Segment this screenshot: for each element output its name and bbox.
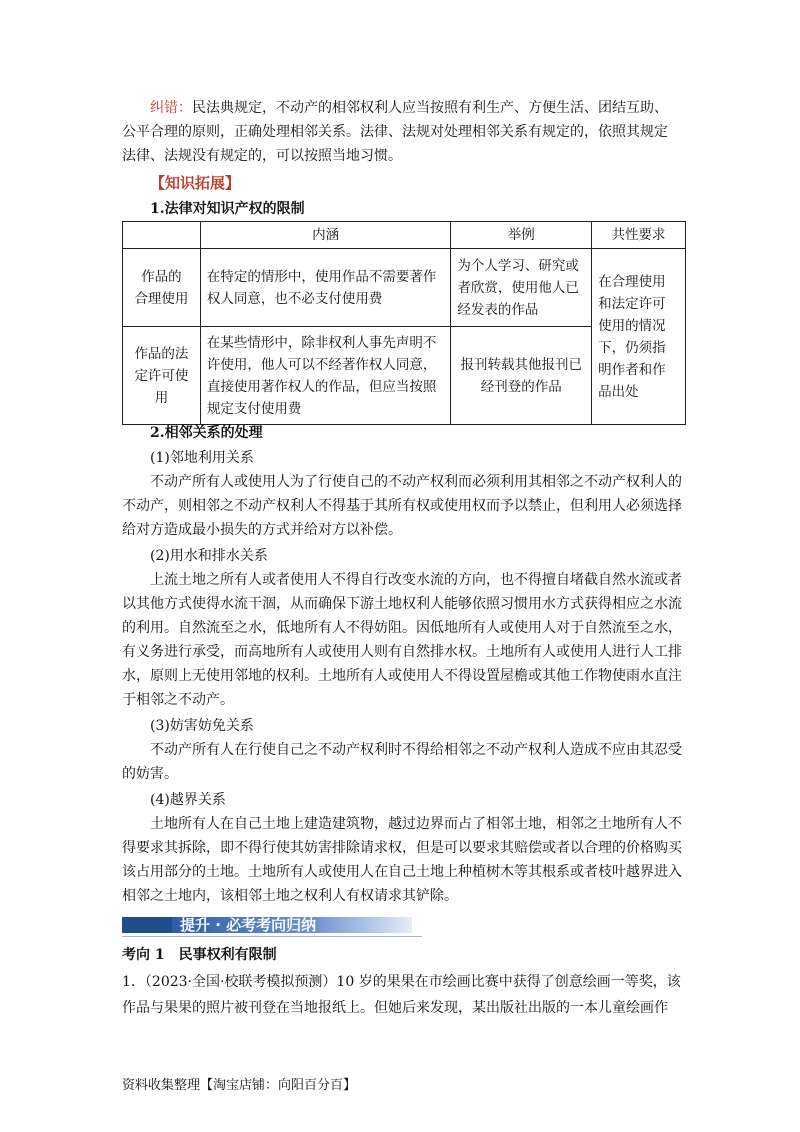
question-line-2: 作品与果果的照片被刊登在当地报纸上。但她后来发现，某出版社出版的一本儿童绘画作 <box>122 1000 668 1016</box>
row-name-line-2: 定许可使用 <box>134 367 189 406</box>
table-header-meaning: 内涵 <box>200 222 450 249</box>
subsection-4-text: 土地所有人在自己土地上建造建筑物，越过边界而占了相邻土地，相邻之土地所有人不得要求其拆除，即不得行使其妨害排除请求权，但是可以要求其赔偿或者以合理的价格购买该占用部分的土地。土地所有人或使用人在自己土地上种植树木等其根系或者枝叶越界进入相邻之土地内，该相邻土地之权利人有权请求其铲除。 <box>122 816 682 904</box>
ip-limits-table <box>122 221 686 425</box>
row-name-line-2: 合理使用 <box>134 290 189 307</box>
subsection-1-text: 不动产所有人或使用人为了行使自己的不动产权利而必须利用其相邻之不动产权利人的不动产，则相邻之不动产权利人不得基于其所有权或使用权而予以禁止，但利用人必须选择给对方造成最小损失的方式并给对方以补偿。 <box>122 474 682 538</box>
subsection-2-text: 上流土地之所有人或者使用人不得自行改变水流的方向，也不得擅自堵截自然水流或者以其他方式使得水流干涸，从而确保下游土地权利人能够依照习惯用水方式获得相应之水流的利用。自然流至之水，低地所有人不得妨阻。因低地所有人或使用人对于自然流至之水，有义务进行承受，而高地所有人或使用人则有自然排水权。土地所有人或使用人进行人工排水，原则上无使用邻地的权利。土地所有人或使用人不得设置屋檐或其他工作物使雨水直注于相邻之不动产。 <box>122 572 682 708</box>
table-header-common: 共性要求 <box>592 222 686 249</box>
row-name-statutory-license <box>123 327 201 425</box>
row-name-fair-use <box>123 249 201 327</box>
table-row <box>123 249 686 327</box>
knowledge-heading: 【知识拓展】 <box>150 174 241 192</box>
correction-label: 纠错： <box>150 100 192 116</box>
subsection-3-title: (3)妨害妨免关系 <box>150 718 254 734</box>
banner-title: 提升 · 必考考向归纳 <box>180 916 317 934</box>
row-example-fair-use: 为个人学习、研究或者欣赏，使用他人已经发表的作品 <box>451 249 592 327</box>
section-2-title: 2.相邻关系的处理 <box>150 425 263 441</box>
row-name-line-1: 作品的 <box>141 268 182 285</box>
correction-paragraph <box>122 96 682 120</box>
section-1-title: 1.法律对知识产权的限制 <box>150 201 305 217</box>
section-banner <box>122 912 422 938</box>
question-line-1: 1．（2023·全国·校联考模拟预测）10 岁的果果在市绘画比赛中获得了创意绘画一等奖，该 <box>122 974 681 990</box>
correction-line-3: 法律、法规没有规定的，可以按照当地习惯。 <box>122 148 402 164</box>
row-meaning-fair-use: 在特定的情形中，使用作品不需要著作权人同意，也不必支付使用费 <box>200 249 450 327</box>
subsection-4-title: (4)越界关系 <box>150 792 226 808</box>
row-meaning-statutory-license: 在某些情形中，除非权利人事先声明不许使用，他人可以不经著作权人同意，直接使用著作权人的作品，但应当按照规定支付使用费 <box>200 327 450 425</box>
correction-line-2: 公平合理的原则，正确处理相邻关系。法律、法规对处理相邻关系有规定的，依照其规定 <box>122 124 668 140</box>
table-header-example: 举例 <box>451 222 592 249</box>
subsection-3-text: 不动产所有人在行使自己之不动产权利时不得给相邻之不动产权利人造成不应由其忍受的妨害。 <box>122 742 682 782</box>
banner-underline <box>122 936 422 937</box>
row-name-line-1: 作品的法 <box>134 345 189 362</box>
subsection-2-title: (2)用水和排水关系 <box>150 548 268 564</box>
table-header-row <box>123 222 686 249</box>
correction-line-1: 民法典规定，不动产的相邻权利人应当按照有利生产、方便生活、团结互助、 <box>192 100 668 116</box>
kaoxiang-title: 考向 1 民事权利有限制 <box>122 947 277 963</box>
table-header-empty <box>123 222 201 249</box>
common-requirement-cell: 在合理使用和法定许可使用的情况下，仍须指明作者和作品出处 <box>592 249 686 425</box>
page-footer: 资料收集整理【淘宝店铺：向阳百分百】 <box>122 1078 357 1093</box>
subsection-1-title: (1)邻地利用关系 <box>150 450 254 466</box>
banner-bar-dark <box>122 917 172 933</box>
row-example-statutory-license: 报刊转载其他报刊已经刊登的作品 <box>451 327 592 425</box>
